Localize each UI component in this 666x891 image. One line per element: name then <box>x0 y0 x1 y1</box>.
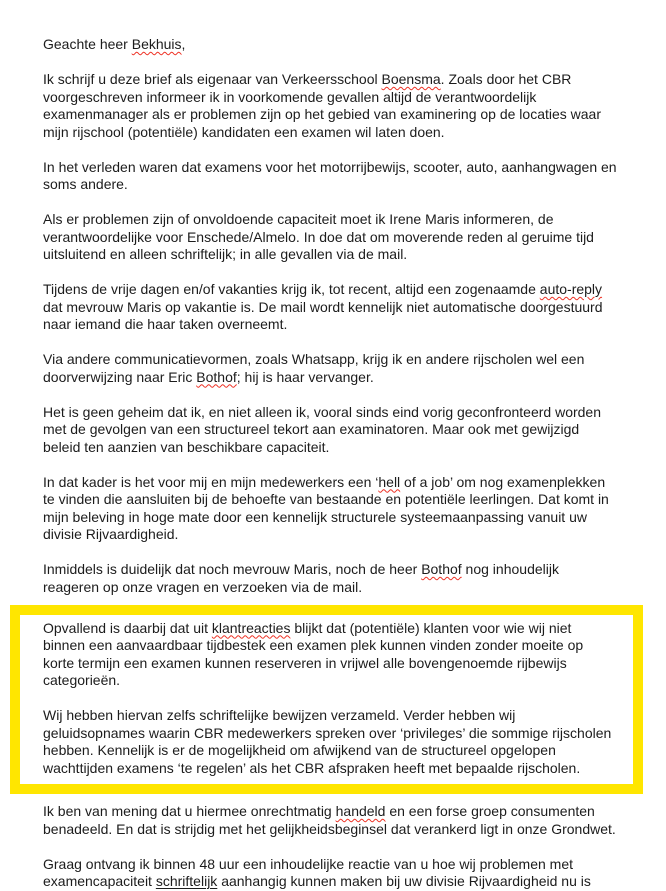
text-line <box>43 579 666 597</box>
text-segment: Via andere communicatievormen, zoals Whatsapp, krijg ik en andere rijscholen wel een <box>43 351 585 367</box>
text-line <box>43 637 633 655</box>
misspelled-word: auto-reply <box>539 281 603 297</box>
text-line <box>43 439 666 457</box>
paragraph <box>43 474 666 544</box>
text-line <box>43 803 666 821</box>
text-line <box>43 71 666 89</box>
text-segment: examencapaciteit <box>43 873 156 889</box>
paragraph <box>43 211 666 264</box>
text-line <box>43 672 633 690</box>
paragraph <box>43 281 666 334</box>
text-segment: Ik schrijf u deze brief als eigenaar van Verkeersschool <box>43 71 382 87</box>
underlined-text: schriftelijk <box>155 873 218 889</box>
highlight-box <box>10 605 643 795</box>
misspelled-word: handeld <box>335 803 386 819</box>
text-line <box>43 106 666 124</box>
paragraph <box>43 620 633 690</box>
text-segment: of a job’ om nog examenplekken <box>400 473 606 490</box>
text-segment: Graag ontvang ik binnen 48 uur een inhoudelijke reactie van u hoe wij problemen met <box>43 855 574 872</box>
misspelled-word: Bekhuis <box>131 36 182 52</box>
text-segment: geluidsopnames waarin CBR medewerkers spreken over ‘privileges’ die sommige rijscholen <box>43 724 612 741</box>
text-line <box>43 474 666 492</box>
paragraph <box>43 803 666 838</box>
text-line <box>43 707 633 725</box>
text-segment: Opvallend is daarbij dat uit <box>43 619 212 636</box>
text-line <box>43 246 666 264</box>
text-line <box>43 159 666 177</box>
text-segment: te vinden die aansluiten bij de behoefte van bestaande en potentiële leerlingen. Dat komt in <box>43 491 609 507</box>
text-line <box>43 176 666 194</box>
text-segment: met de gevolgen van een structureel tekort aan examinatoren. Maar ook met gewijzigd <box>43 421 580 437</box>
text-line <box>43 299 666 317</box>
text-segment: soms andere. <box>43 176 128 192</box>
text-segment: hebben. Kennelijk is er de mogelijkheid om afwijkend van de structureel opgelopen <box>43 742 556 758</box>
text-segment: mijn rijschool (potentiële) kandidaten een examen wil laten doen. <box>43 123 445 140</box>
text-segment: In het verleden waren dat examens voor het motorrijbewijs, scooter, auto, aanhangwagen en <box>43 158 617 175</box>
text-segment: verantwoordelijke voor Enschede/Almelo. In doe dat om moverende reden al geruime tijd <box>43 228 594 245</box>
misspelled-word: Boensma <box>381 71 441 87</box>
text-segment: Geachte heer <box>43 36 132 52</box>
text-segment: Wij hebben hiervan zelfs schriftelijke bewijzen verzameld. Verder hebben wij <box>43 707 516 723</box>
text-segment: blijkt dat (potentiële) klanten voor wie wij niet <box>290 619 572 636</box>
text-segment: reageren op onze vragen en verzoeken via de mail. <box>43 578 363 595</box>
text-segment: dat mevrouw Maris op vakantie is. De mail wordt kennelijk niet automatische doorgestuurd <box>43 298 603 315</box>
letter-body <box>43 36 666 891</box>
text-line <box>43 509 666 527</box>
paragraph <box>43 404 666 457</box>
text-segment: doorverwijzing naar Eric <box>43 368 197 385</box>
misspelled-word: Bothof <box>196 368 237 385</box>
paragraph <box>43 159 666 194</box>
text-segment: Ik ben van mening dat u hiermee onrechtmatig <box>43 803 336 819</box>
text-segment: nog inhoudelijk <box>461 561 559 577</box>
text-line <box>43 421 666 439</box>
text-segment: en een forse groep consumenten <box>385 803 595 819</box>
misspelled-word: klantreacties <box>211 619 291 636</box>
paragraph <box>43 561 666 596</box>
text-line <box>43 404 666 422</box>
text-line <box>43 620 633 638</box>
text-line <box>43 36 666 54</box>
text-segment: ; hij is haar vervanger. <box>236 368 374 385</box>
text-segment: beleid ten aanzien van beschikbare capaciteit. <box>43 438 330 455</box>
text-segment: examenmanager als er problemen zijn op het gebied van examinering op de locaties waar <box>43 106 601 122</box>
text-line <box>43 561 666 579</box>
text-segment: divisie Rijvaardigheid. <box>43 526 179 542</box>
text-line <box>43 526 666 544</box>
paragraph <box>43 707 633 777</box>
text-line <box>43 821 666 839</box>
text-segment: wachttijden examens ‘te regelen’ als het CBR afspraken heeft met bepaalde rijscholen. <box>43 759 581 776</box>
text-line <box>43 351 666 369</box>
text-segment: voorgeschreven informeer ik in voorkomende gevallen altijd de verantwoordelijk <box>43 88 537 105</box>
text-segment: naar iemand die haar taken overneemt. <box>43 316 288 332</box>
text-segment: Als er problemen zijn of onvoldoende capaciteit moet ik Irene Maris informeren, de <box>43 211 554 227</box>
text-segment: korte termijn een examen kunnen reserveren in vrijwel alle bovengenoemde rijbewijs <box>43 654 567 671</box>
text-line <box>43 229 666 247</box>
text-line <box>43 873 666 891</box>
text-line <box>43 89 666 107</box>
text-segment: . Zoals door het CBR <box>440 71 572 87</box>
text-segment: , <box>181 36 186 52</box>
text-segment: Inmiddels is duidelijk dat noch mevrouw Maris, noch de heer <box>43 561 422 577</box>
text-line <box>43 856 666 874</box>
text-segment: benadeeld. En dat is strijdig met het gelijkheidsbeginsel dat verankerd ligt in onze Grondwet. <box>43 820 616 837</box>
text-segment: mijn beleving in hoge mate door een kennelijk structurele systeemaanpassing vanuit uw <box>43 508 587 525</box>
text-line <box>43 211 666 229</box>
text-segment: aanhangig kunnen maken bij uw divisie Rijvaardigheid nu is <box>217 873 591 889</box>
text-line <box>43 316 666 334</box>
text-segment: binnen een aanvaardbaar tijdbestek een examen plek kunnen vinden zonder moeite op <box>43 637 584 653</box>
text-line <box>43 760 633 778</box>
text-line <box>43 742 633 760</box>
text-line <box>43 124 666 142</box>
text-segment: Het is geen geheim dat ik, en niet alleen ik, vooral sinds eind vorig geconfronteerd worden <box>43 403 601 420</box>
misspelled-word: hell <box>378 473 401 490</box>
text-segment: Tijdens de vrije dagen en/of vakanties krijg ik, tot recent, altijd een zogenaamde <box>43 281 540 297</box>
text-line <box>43 655 633 673</box>
text-segment: uitsluitend en alleen schriftelijk; in alle gevallen via de mail. <box>43 246 408 262</box>
text-line <box>43 491 666 509</box>
text-line <box>43 369 666 387</box>
paragraph <box>43 351 666 386</box>
paragraph <box>43 856 666 891</box>
text-line <box>43 725 633 743</box>
text-segment: In dat kader is het voor mij en mijn medewerkers een ‘ <box>43 473 379 490</box>
paragraph <box>43 71 666 141</box>
text-segment: categorieën. <box>43 672 121 688</box>
text-line <box>43 281 666 299</box>
misspelled-word: Bothof <box>421 561 462 577</box>
paragraph <box>43 36 666 54</box>
